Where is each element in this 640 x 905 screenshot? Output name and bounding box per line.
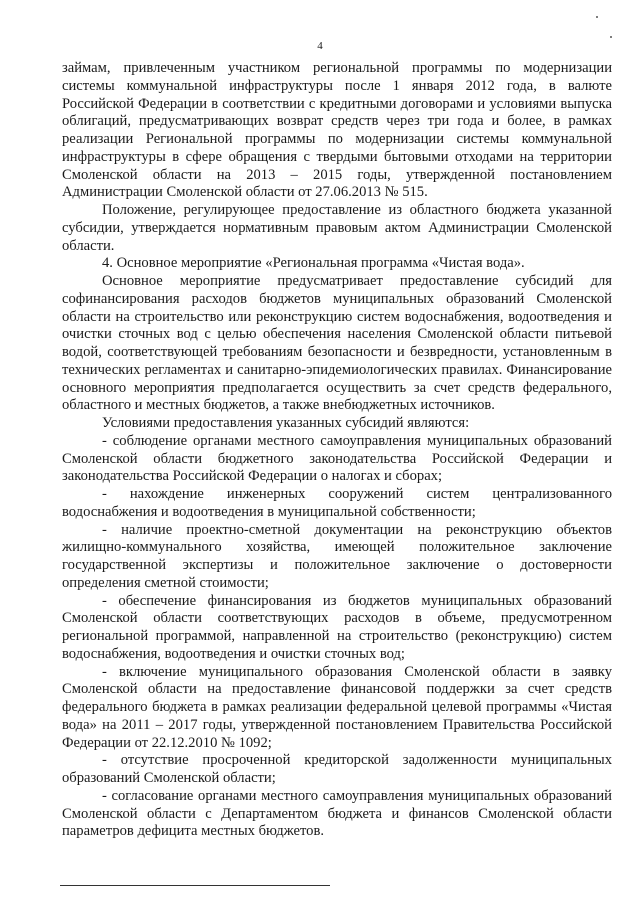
footer-rule	[60, 885, 330, 886]
page-number: 4	[317, 40, 323, 52]
paragraph-subsidy-regulation: Положение, регулирующее предоставление из областного бюджета указанной субсидии, утверждается нормативным правовым актом Администрации Смоленской области.	[62, 202, 612, 254]
condition-item-no-overdue-debt: - отсутствие просроченной кредиторской задолженности муниципальных образований Смоленской области;	[62, 752, 612, 786]
condition-item-municipal-ownership: - нахождение инженерных сооружений систем централизованного водоснабжения и водоотведения в муниципальной собственности;	[62, 486, 612, 520]
section-heading-clean-water: 4. Основное мероприятие «Региональная программа «Чистая вода».	[102, 255, 525, 272]
condition-item-budget-law: - соблюдение органами местного самоуправления муниципальных образований Смоленской области бюджетного законодательства Российской Федерации и законодательства Российской Федерации о налогах и сборах;	[62, 432, 612, 485]
condition-item-design-documentation: - наличие проектно-сметной документации на реконструкцию объектов жилищно-коммунального хозяйства, имеющей положительное заключение государственной экспертизы и положительное заключение о достоверности определения сметной стоимости;	[62, 521, 612, 591]
condition-item-financing: - обеспечение финансирования из бюджетов муниципальных образований Смоленской области соответствующих расходов в объеме, предусмотренном региональной программой, направленной на строительство (реконструкцию) систем водоснабжения, водоотведения и очистки сточных вод;	[62, 592, 612, 662]
scan-speck	[610, 36, 612, 38]
document-body	[62, 60, 612, 841]
paragraph-conditions-intro: Условиями предоставления указанных субсидий являются:	[102, 415, 470, 431]
paragraph-main-activity: Основное мероприятие предусматривает предоставление субсидий для софинансирования расходов бюджетов муниципальных образований Смоленской области на строительство или реконструкцию систем водоснабжения, водоотведения и очистки сточных вод с целью обеспечения населения Смоленской области питьевой водой, соответствующей требованиям безопасности и безвредности, установленным в технических регламентах и санитарно-эпидемиологических правилах. Финансирование основного мероприятия предполагается осуществить за счет средств федерального, областного и местных бюджетов, а также внебюджетных источников.	[62, 273, 612, 414]
condition-item-deficit-agreement: - согласование органами местного самоуправления муниципальных образований Смоленской области с Департаментом бюджета и финансов Смоленской области параметров дефицита местных бюджетов.	[62, 787, 612, 840]
paragraph-continuation: займам, привлеченным участником региональной программы по модернизации системы коммунальной инфраструктуры после 1 января 2012 года, в валюте Российской Федерации в соответствии с кредитными договорами и условиями выпуска облигаций, предусматривающих возврат средств через три года и более, в рамках реализации Региональной программы по модернизации системы коммунальной инфраструктуры в сфере обращения с твердыми бытовыми отходами на территории Смоленской области на 2013 – 2015 годы, утвержденной постановлением Администрации Смоленской области от 27.06.2013 № 515.	[62, 60, 612, 201]
scan-speck	[596, 16, 598, 18]
condition-item-federal-application: - включение муниципального образования Смоленской области в заявку Смоленской области на предоставление финансовой поддержки за счет средств федерального бюджета в рамках реализации федеральной целевой программы «Чистая вода» на 2011 – 2017 годы, утвержденной постановлением Правительства Российской Федерации от 22.12.2010 № 1092;	[62, 663, 612, 751]
